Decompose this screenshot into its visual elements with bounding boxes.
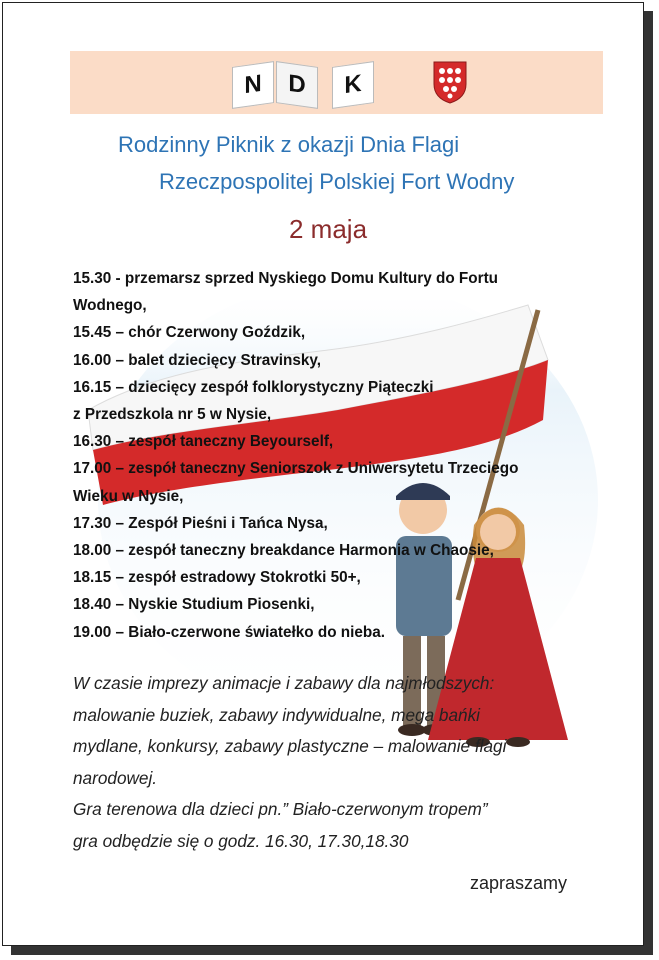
schedule-line: 18.00 – zespół taneczny breakdance Harmonia w Chaosie, [73,542,494,560]
schedule-line: 16.15 – dziecięcy zespół folklorystyczny Piąteczki [73,378,434,396]
info-line: narodowej. [73,767,158,788]
info-line: gra odbędzie się o godz. 16.30, 17.30,18.30 [73,830,409,851]
schedule-line: 17.00 – zespół taneczny Seniorszok z Uniwersytetu Trzeciego [73,460,519,478]
program-schedule [73,265,593,646]
schedule-line: 17.30 – Zespół Pieśni i Tańca Nysa, [73,514,328,532]
schedule-line: 19.00 – Biało-czerwone światełko do nieba. [73,623,385,641]
info-line: W czasie imprezy animacje i zabawy dla najmłodszych: [73,673,495,693]
schedule-line: 16.00 – balet dziecięcy Stravinsky, [73,351,322,369]
schedule-line: 18.40 – Nyskie Studium Piosenki, [73,596,315,614]
logo-letter-d: D [276,61,318,109]
schedule-line: 15.45 – chór Czerwony Goździk, [73,324,306,342]
logo-letter-k: K [332,61,374,109]
schedule-line: Wodnego, [73,297,147,315]
info-line: malowanie buziek, zabawy indywidualne, mega bańki [73,704,481,725]
schedule-line: 15.30 - przemarsz sprzed Nyskiego Domu Kultury do Fortu [73,270,499,287]
title-line-2: Rzeczpospolitej Polskiej Fort Wodny [159,169,515,194]
schedule-line: z Przedszkola nr 5 w Nysie, [73,406,272,424]
title-line-1: Rodzinny Piknik z okazji Dnia Flagi [118,132,460,157]
info-line: Gra terenowa dla dzieci pn.” Biało-czerwonym tropem” [73,799,488,819]
schedule-line: 16.30 – zespół taneczny Beyourself, [73,433,334,451]
coat-of-arms-icon [432,60,468,104]
ndk-logo [232,58,472,110]
closing-invitation: zapraszamy [470,873,568,893]
info-line: mydlane, konkursy, zabawy plastyczne – malowanie flagi [73,736,507,756]
schedule-line: Wieku w Nysie, [73,487,184,505]
logo-letter-n: N [232,61,274,109]
event-date: 2 maja [289,214,368,244]
activities-info [73,668,593,857]
schedule-line: 18.15 – zespół estradowy Stokrotki 50+, [73,569,361,587]
